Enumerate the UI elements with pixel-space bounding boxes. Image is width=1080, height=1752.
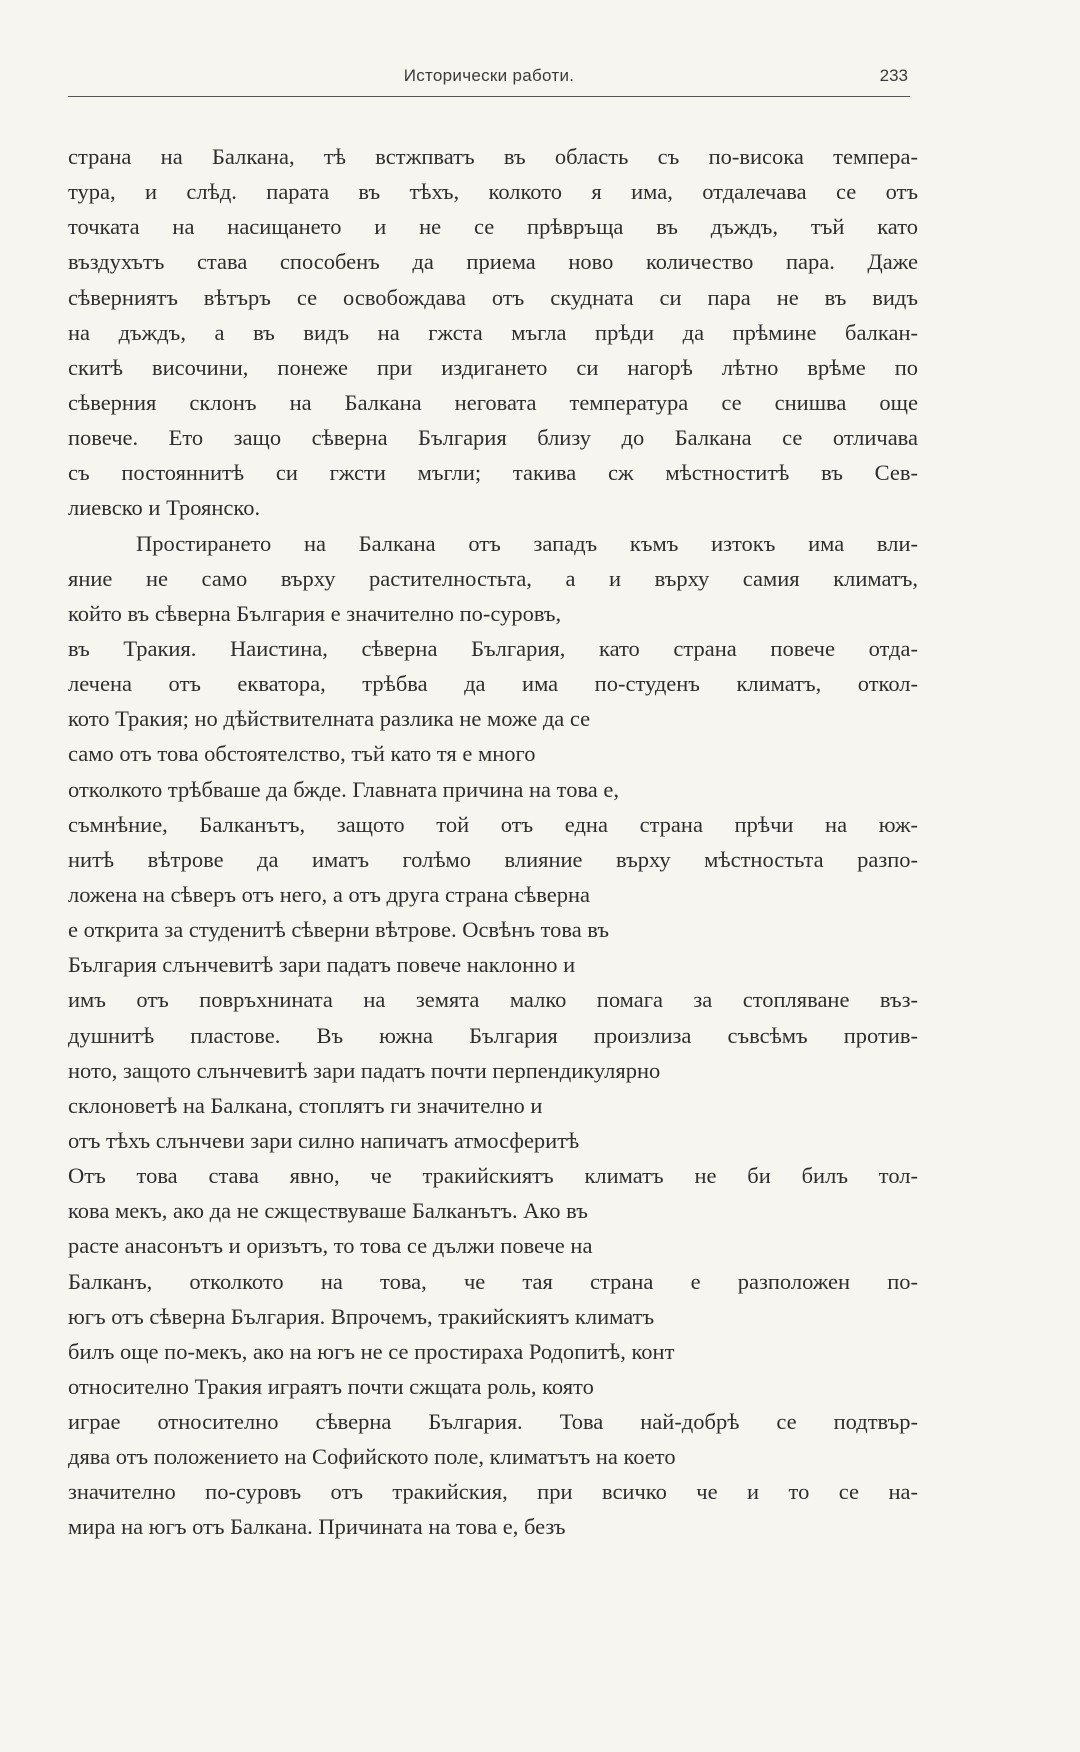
text-line: на дъждъ, а въ видъ на гжста мъгла прѣди да прѣмине балкан- [68,319,918,345]
text-line: кова мекъ, ако да не сжществуваше Балканътъ. Ако въ [68,1198,588,1224]
text-line: нитѣ вѣтрове да иматъ голѣмо влияние върху мѣстностьта разпо- [68,846,918,872]
running-header [68,66,910,97]
text-line: югъ отъ сѣверна България. Впрочемъ, тракийскиятъ климатъ [68,1303,655,1329]
text-line: тура, и слѣд. парата въ тѣхъ, колкото я има, отдалечава се отъ [68,179,918,205]
text-line: отъ тѣхъ слънчеви зари силно напичатъ атмосферитѣ [68,1127,580,1153]
text-line: кото Тракия; но дѣйствителната разлика не може да се [68,706,591,732]
page-number: 233 [879,66,908,85]
text-line: сѣверния склонъ на Балкана неговата температура се снишва още [68,389,918,415]
text-line: расте анасонътъ и оризътъ, то това се дължи повече на [68,1233,593,1259]
text-line: точката на насищането и не се прѣвръща въ дъждъ, тъй като [68,214,918,240]
header-title: Исторически работи. [403,66,575,85]
text-line: склоноветѣ на Балкана, стоплятъ ги значително и [68,1092,543,1118]
text-line: България слънчевитѣ зари падатъ повече наклонно и [68,952,576,978]
text-line: страна на Балкана, тѣ встжпватъ въ область съ по-висока темпера- [68,144,918,169]
text-line: мира на югъ отъ Балкана. Причината на това е, безъ [68,1514,566,1540]
text-line: Простирането на Балкана отъ западъ къмъ изтокъ има вли- [136,530,918,556]
text-line: отколкото трѣбваше да бжде. Главната причина на това е, [68,776,620,802]
text-line: лечена отъ екватора, трѣбва да има по-студенъ климатъ, откол- [68,671,918,697]
text-line: повече. Ето защо сѣверна България близу до Балкана се отличава [68,425,918,451]
text-line: въздухътъ става способенъ да приема ново количество пара. Даже [68,249,918,275]
text-line: дява отъ положението на Софийското поле, климатътъ на което [68,1444,676,1470]
text-line: скитѣ височини, понеже при издигането си нагорѣ лѣтно врѣме по [68,354,918,380]
body-text [68,139,918,1545]
text-line: ложена на сѣверъ отъ него, а отъ друга страна сѣверна [68,881,590,907]
text-line: яние не само върху растителностьта, а и върху самия климатъ, [68,565,918,591]
text-line: съмнѣние, Балканътъ, защото той отъ една страна прѣчи на юж- [68,811,918,837]
text-line: играе относително сѣверна България. Това най-добрѣ се подтвър- [68,1409,918,1435]
text-line: относително Тракия играятъ почти сжщата роль, която [68,1373,594,1399]
text-line: съ постояннитѣ си гжсти мъгли; такива сж мѣстноститѣ въ Сев- [68,460,918,486]
text-line: лиевско и Троянско. [68,495,261,521]
text-line: Балканъ, отколкото на това, че тая страна е разположен по- [68,1268,918,1294]
text-line: е открита за студенитѣ сѣверни вѣтрове. Освѣнъ това въ [68,917,609,943]
text-line: значително по-суровъ отъ тракийския, при всичко че и то се на- [68,1479,918,1505]
text-line: душнитѣ пластове. Въ южна България произлиза съвсѣмъ против- [68,1022,918,1048]
text-line: Отъ това става явно, че тракийскиятъ климатъ не би билъ тол- [68,1163,918,1189]
text-line: въ Тракия. Наистина, сѣверна България, като страна повече отда- [68,635,918,661]
text-line: сѣверниятъ вѣтъръ се освобождава отъ скудната си пара не въ видъ [68,284,918,310]
text-line: който въ сѣверна България е значително по-суровъ, [68,600,562,626]
text-line: само отъ това обстоятелство, тъй като тя е много [68,741,536,767]
text-line: ното, защото слънчевитѣ зари падатъ почти перпендикулярно [68,1057,661,1083]
text-line: имъ отъ повръхнината на земята малко помага за стопляване въз- [68,987,918,1013]
text-line: билъ още по-мекъ, ако на югъ не се простираха Родопитѣ, конт [68,1338,675,1364]
